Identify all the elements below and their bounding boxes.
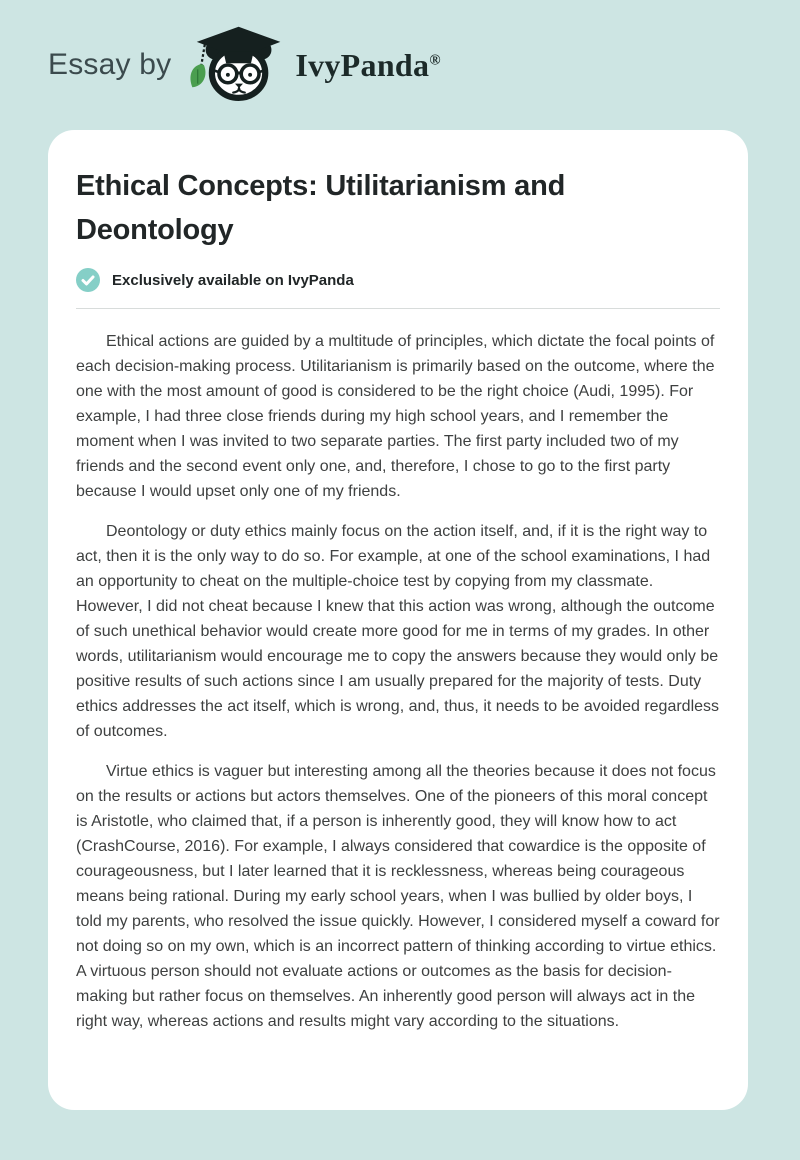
divider <box>76 308 720 309</box>
ivypanda-logo-icon <box>185 25 285 105</box>
badge-label: Exclusively available on IvyPanda <box>112 271 354 289</box>
exclusive-badge <box>76 268 720 292</box>
essay-paragraph-1: Ethical actions are guided by a multitude of principles, which dictate the focal points of each decision-making process. Utilitarianism is primarily based on the outcome, where the one with the most amount of good is considered to be the right choice (Audi, 1995). For example, I had three close friends during my high school years, and I remember the moment when I was invited to two separate parties. The first party included two of my friends and the second event only one, and, therefore, I chose to go to the first party because I would upset only one of my friends. <box>76 333 715 500</box>
registered-mark: ® <box>429 51 441 68</box>
check-icon <box>76 268 100 292</box>
page-header <box>0 0 800 100</box>
essay-paragraph-2: Deontology or duty ethics mainly focus on the action itself, and, if it is the right way to act, then it is the only way to do so. For example, at one of the school examinations, I had an opportunity to cheat on the multiple-choice test by copying from my classmate. However, I did not cheat because I knew that this action was wrong, although the outcome of such unethical behavior would create more good for me in terms of my grades. In other words, utilitarianism would encourage me to copy the answers because they would only be positive results of such actions since I am usually prepared for the majority of tests. Duty ethics addresses the act itself, which is wrong, and, thus, it needs to be avoided regardless of outcomes. <box>76 523 720 740</box>
page-title: Ethical Concepts: Utilitarianism and Deontology <box>76 170 566 246</box>
essay-paragraph-3: Virtue ethics is vaguer but interesting among all the theories because it does not focus on the results or actions but actors themselves. One of the pioneers of this moral concept is Aristotle, who claimed that, if a person is inherently good, they will know how to act (CrashCourse, 2016). For example, I always considered that cowardice is the opposite of courageousness, but I later learned that it is recklessness, whereas being courageous means being rational. During my early school years, when I was bullied by older boys, I told my parents, who resolved the issue quickly. However, I considered myself a coward for not doing so on my own, which is an incorrect pattern of thinking according to virtue ethics. A virtuous person should not evaluate actions or outcomes as the basis for decision-making but rather focus on themselves. An inherently good person will always act in the right way, whereas actions and results might vary according to the situations. <box>76 763 720 1030</box>
brand-name <box>295 47 441 84</box>
brand-text: IvyPanda <box>295 46 430 83</box>
essay-card <box>48 130 748 1110</box>
essay-by-text: Essay by <box>48 48 172 81</box>
